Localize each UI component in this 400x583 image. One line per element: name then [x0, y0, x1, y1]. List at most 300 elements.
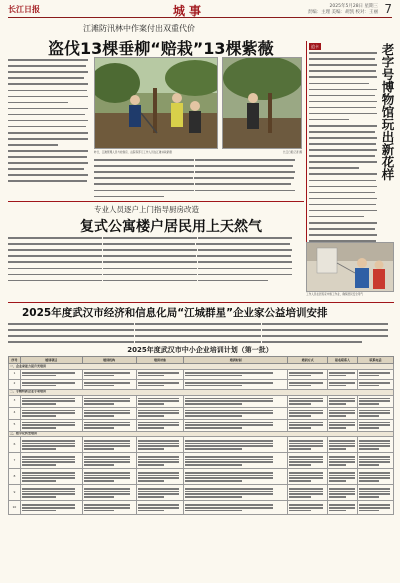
story1-photo-side [222, 57, 302, 149]
illegible-text [138, 403, 164, 405]
illegible-text [84, 456, 130, 458]
illegible-text [185, 415, 242, 417]
illegible-text [329, 496, 346, 498]
table-cell [288, 419, 328, 431]
story1-body-bottom [94, 158, 304, 198]
story1-photo-caption: 昨日，江滩管理人员与检察官、法院等部门工作人员在江滩补栽紫薇 [94, 151, 172, 154]
table-cell [288, 437, 328, 453]
illegible-text [84, 493, 130, 495]
illegible-text [289, 461, 323, 463]
illegible-text [185, 382, 273, 384]
table-cell [136, 407, 184, 419]
illegible-text [84, 415, 114, 417]
table-cell [82, 437, 136, 453]
illegible-text [329, 464, 346, 466]
illegible-text [329, 427, 346, 429]
illegible-text [185, 398, 273, 400]
illegible-text [329, 488, 355, 490]
illegible-text [84, 507, 130, 509]
table-cell [82, 469, 136, 485]
illegible-text [22, 472, 75, 474]
illegible-text [329, 445, 355, 447]
illegible-text [359, 456, 390, 458]
illegible-text [289, 443, 323, 445]
illegible-text [22, 510, 56, 512]
illegible-text [22, 504, 75, 506]
illegible-text [185, 496, 242, 498]
illegible-text [289, 456, 323, 458]
table-index-cell: 5 [9, 419, 21, 431]
illegible-text [329, 372, 355, 374]
illegible-text [359, 412, 390, 414]
training-schedule-table [8, 356, 394, 515]
table-cell [358, 501, 394, 515]
illegible-text [138, 424, 179, 426]
illegible-text [138, 443, 179, 445]
illegible-text [185, 440, 273, 442]
sidebar-tag: 追卡 [311, 43, 319, 49]
illegible-text [138, 412, 179, 414]
illegible-text [22, 464, 56, 466]
table-row [9, 485, 394, 501]
illegible-text [22, 440, 75, 442]
table-category-label: 一、企业家能力提升类培训 [9, 364, 394, 370]
story2-kicker: 专业人员逐户上门指导厨房改造 [94, 205, 199, 214]
illegible-text [185, 400, 273, 402]
illegible-text [22, 403, 56, 405]
illegible-text [22, 459, 75, 461]
table-cell [82, 485, 136, 501]
illegible-text [84, 477, 130, 479]
illegible-text [185, 493, 273, 495]
illegible-text [359, 440, 390, 442]
illegible-text [359, 427, 379, 429]
table-cell [82, 407, 136, 419]
illegible-text [84, 464, 114, 466]
illegible-text [329, 424, 355, 426]
illegible-text [84, 448, 114, 450]
illegible-text [84, 491, 130, 493]
table-cell [20, 379, 82, 389]
illegible-text [185, 443, 273, 445]
illegible-text [138, 510, 164, 512]
table-cell [358, 419, 394, 431]
table-cell [136, 485, 184, 501]
table-cell [328, 485, 358, 501]
illegible-text [84, 424, 130, 426]
illegible-text [22, 496, 56, 498]
illegible-text [185, 475, 273, 477]
table-cell [20, 469, 82, 485]
illegible-text [185, 445, 273, 447]
table-cell [136, 379, 184, 389]
table-cell [328, 369, 358, 379]
illegible-text [289, 382, 323, 384]
illegible-text [84, 410, 130, 412]
illegible-text [84, 372, 130, 374]
illegible-text [22, 412, 75, 414]
story1-body-col1 [8, 58, 90, 183]
illegible-text [138, 385, 164, 387]
table-cell [82, 419, 136, 431]
table-cell [328, 469, 358, 485]
illegible-text [329, 412, 355, 414]
illegible-text [138, 410, 179, 412]
illegible-text [185, 459, 273, 461]
header-institution: 培训机构 [82, 357, 136, 364]
table-cell [358, 379, 394, 389]
illegible-text [22, 382, 75, 384]
table-title: 2025年度武汉市中小企业培训计划（第一批） [127, 346, 273, 354]
story2-body [8, 236, 298, 286]
illegible-text [329, 480, 346, 482]
illegible-text [84, 459, 130, 461]
table-cell [358, 407, 394, 419]
illegible-text [359, 461, 390, 463]
table-cell [328, 419, 358, 431]
table-cell [136, 419, 184, 431]
illegible-text [359, 385, 379, 387]
illegible-text [329, 385, 346, 387]
header-time: 培训时间 [184, 357, 288, 364]
illegible-text [289, 504, 323, 506]
table-row [9, 469, 394, 485]
table-cell [288, 469, 328, 485]
illegible-text [138, 491, 179, 493]
illegible-text [359, 504, 390, 506]
illegible-text [22, 400, 75, 402]
illegible-text [138, 477, 179, 479]
table-cell [184, 369, 288, 379]
illegible-text [185, 410, 273, 412]
illegible-text [138, 507, 179, 509]
illegible-text [84, 475, 130, 477]
header-project: 培训项目 [20, 357, 82, 364]
table-index-cell: 7 [9, 453, 21, 469]
illegible-text [22, 375, 56, 377]
date-line [308, 4, 378, 15]
illegible-text [329, 477, 355, 479]
table-cell [184, 437, 288, 453]
illegible-text [84, 440, 130, 442]
table-cell [82, 395, 136, 407]
illegible-text [185, 448, 242, 450]
illegible-text [289, 475, 323, 477]
illegible-text [329, 400, 355, 402]
illegible-text [359, 507, 390, 509]
table-cell [184, 469, 288, 485]
illegible-text [185, 510, 242, 512]
illegible-text [289, 445, 323, 447]
illegible-text [22, 443, 75, 445]
table-index-cell: 1 [9, 369, 21, 379]
illegible-text [359, 493, 390, 495]
illegible-text [289, 440, 323, 442]
illegible-text [359, 424, 390, 426]
table-cell [20, 395, 82, 407]
illegible-text [359, 459, 390, 461]
section-divider-1 [8, 201, 304, 202]
table-cell [184, 485, 288, 501]
illegible-text [138, 422, 179, 424]
illegible-text [329, 472, 355, 474]
illegible-text [289, 400, 323, 402]
table-row [9, 369, 394, 379]
illegible-text [359, 403, 379, 405]
illegible-text [22, 480, 56, 482]
table-cell [288, 453, 328, 469]
illegible-text [289, 422, 323, 424]
illegible-text [329, 382, 355, 384]
illegible-text [329, 375, 346, 377]
illegible-text [289, 507, 323, 509]
illegible-text [138, 480, 164, 482]
illegible-text [22, 398, 75, 400]
illegible-text [138, 398, 179, 400]
story2-photo-caption: 工作人员在居民家中施工作业，确保居民安全用气 [306, 293, 364, 296]
illegible-text [329, 507, 355, 509]
illegible-text [359, 488, 390, 490]
illegible-text [185, 491, 273, 493]
header-phone: 联系电话 [358, 357, 394, 364]
illegible-text [329, 410, 355, 412]
illegible-text [138, 493, 179, 495]
table-cell [184, 407, 288, 419]
table-index-cell: 3 [9, 395, 21, 407]
illegible-text [84, 427, 114, 429]
illegible-text [329, 510, 346, 512]
illegible-text [84, 403, 114, 405]
table-cell [288, 395, 328, 407]
illegible-text [84, 472, 130, 474]
illegible-text [138, 496, 164, 498]
table-cell [20, 407, 82, 419]
gas-installation-photo [307, 243, 394, 292]
table-cell [136, 395, 184, 407]
story1-kicker: 江滩防汛林中作案付出双重代价 [83, 24, 195, 33]
illegible-text [138, 448, 164, 450]
section-title: 城事 [173, 4, 206, 18]
illegible-text [359, 375, 379, 377]
illegible-text [84, 443, 130, 445]
illegible-text [329, 440, 355, 442]
illegible-text [22, 372, 75, 374]
illegible-text [329, 422, 355, 424]
header-audience: 培训对象 [136, 357, 184, 364]
illegible-text [359, 480, 379, 482]
table-index-cell: 9 [9, 485, 21, 501]
illegible-text [22, 445, 75, 447]
illegible-text [289, 477, 323, 479]
table-index-cell: 4 [9, 407, 21, 419]
illegible-text [22, 488, 75, 490]
illegible-text [138, 504, 179, 506]
table-cell [184, 379, 288, 389]
table-cell [20, 485, 82, 501]
illegible-text [22, 477, 75, 479]
table-cell [184, 501, 288, 515]
illegible-text [138, 382, 179, 384]
table-index-cell: 2 [9, 379, 21, 389]
table-cell [20, 419, 82, 431]
table-cell [136, 469, 184, 485]
illegible-text [329, 443, 355, 445]
table-row [9, 437, 394, 453]
editor-text: 责编：主理 美编：胡凯 校对：王丽 [307, 9, 378, 15]
table-cell [288, 407, 328, 419]
illegible-text [185, 424, 273, 426]
table-category-label: 二、专精特新企业专项培训 [9, 389, 394, 395]
table-cell [20, 501, 82, 515]
illegible-text [359, 491, 390, 493]
illegible-text [138, 372, 179, 374]
illegible-text [185, 412, 273, 414]
table-cell [184, 395, 288, 407]
table-cell [184, 453, 288, 469]
illegible-text [329, 475, 355, 477]
table-category-label: 三、数字化转型培训 [9, 431, 394, 437]
table-cell [328, 501, 358, 515]
illegible-text [329, 398, 355, 400]
illegible-text [329, 504, 355, 506]
illegible-text [359, 445, 390, 447]
illegible-text [289, 496, 311, 498]
illegible-text [185, 504, 273, 506]
illegible-text [138, 475, 179, 477]
table-row [9, 395, 394, 407]
illegible-text [289, 448, 311, 450]
illegible-text [84, 412, 130, 414]
illegible-text [289, 493, 323, 495]
table-cell [328, 453, 358, 469]
illegible-text [138, 415, 164, 417]
illegible-text [359, 475, 390, 477]
table-row [9, 501, 394, 515]
table-cell [82, 501, 136, 515]
illegible-text [138, 375, 164, 377]
illegible-text [289, 427, 311, 429]
table-cell [20, 453, 82, 469]
illegible-text [185, 427, 242, 429]
illegible-text [22, 475, 75, 477]
section-divider-2 [8, 302, 394, 303]
illegible-text [185, 472, 273, 474]
illegible-text [22, 461, 75, 463]
illegible-text [359, 422, 390, 424]
table-cell [328, 437, 358, 453]
table-cell [82, 379, 136, 389]
illegible-text [138, 459, 179, 461]
header-method: 培训方式 [288, 357, 328, 364]
newspaper-logo: 长江日报 [8, 4, 40, 14]
illegible-text [185, 456, 273, 458]
illegible-text [185, 464, 242, 466]
illegible-text [84, 398, 130, 400]
illegible-text [84, 496, 114, 498]
illegible-text [329, 448, 346, 450]
illegible-text [289, 510, 311, 512]
illegible-text [289, 412, 323, 414]
illegible-text [84, 504, 130, 506]
illegible-text [359, 400, 390, 402]
illegible-text [289, 424, 323, 426]
illegible-text [289, 385, 311, 387]
illegible-text [138, 445, 179, 447]
table-header-row [9, 357, 394, 364]
illegible-text [22, 456, 75, 458]
illegible-text [359, 464, 379, 466]
story3-headline: 2025年度武汉市经济和信息化局“江城群星”企业家公益培训安排 [22, 307, 328, 319]
illegible-text [359, 448, 379, 450]
illegible-text [289, 398, 323, 400]
table-cell [328, 395, 358, 407]
illegible-text [359, 510, 379, 512]
illegible-text [22, 422, 75, 424]
illegible-text [138, 461, 179, 463]
table-row [9, 379, 394, 389]
illegible-text [289, 472, 323, 474]
story1-headline: 盗伐13棵垂柳“赔栽”13棵紫薇 [48, 39, 274, 58]
illegible-text [138, 456, 179, 458]
date-text: 2025年5月28日 星期三 [329, 4, 378, 9]
illegible-text [359, 477, 390, 479]
table-cell [288, 379, 328, 389]
table-cell [20, 437, 82, 453]
illegible-text [359, 410, 390, 412]
table-cell [184, 419, 288, 431]
story2-headline: 复式公寓楼户居民用上天然气 [80, 219, 262, 235]
illegible-text [22, 427, 56, 429]
table-cell [20, 369, 82, 379]
illegible-text [359, 372, 390, 374]
header-contact: 报名联系人 [328, 357, 358, 364]
story1-photo-credit: 长江日报记者 摄 [283, 151, 302, 154]
illegible-text [84, 488, 130, 490]
illegible-text [359, 496, 379, 498]
illegible-text [138, 440, 179, 442]
illegible-text [84, 445, 130, 447]
table-cell [288, 501, 328, 515]
table-index-cell: 6 [9, 437, 21, 453]
table-cell [358, 395, 394, 407]
illegible-text [289, 375, 311, 377]
illegible-text [22, 415, 56, 417]
illegible-text [329, 459, 355, 461]
illegible-text [22, 507, 75, 509]
illegible-text [359, 443, 390, 445]
table-cell [328, 407, 358, 419]
illegible-text [138, 488, 179, 490]
illegible-text [84, 385, 114, 387]
illegible-text [84, 422, 130, 424]
illegible-text [185, 422, 273, 424]
illegible-text [22, 491, 75, 493]
illegible-text [138, 400, 179, 402]
table-cell [136, 501, 184, 515]
illegible-text [329, 456, 355, 458]
illegible-text [185, 461, 273, 463]
illegible-text [84, 400, 130, 402]
table-cell [136, 437, 184, 453]
illegible-text [289, 459, 323, 461]
illegible-text [329, 403, 346, 405]
illegible-text [359, 415, 379, 417]
illegible-text [185, 507, 273, 509]
illegible-text [84, 375, 114, 377]
illegible-text [84, 461, 130, 463]
illegible-text [185, 477, 273, 479]
table-cell [288, 485, 328, 501]
